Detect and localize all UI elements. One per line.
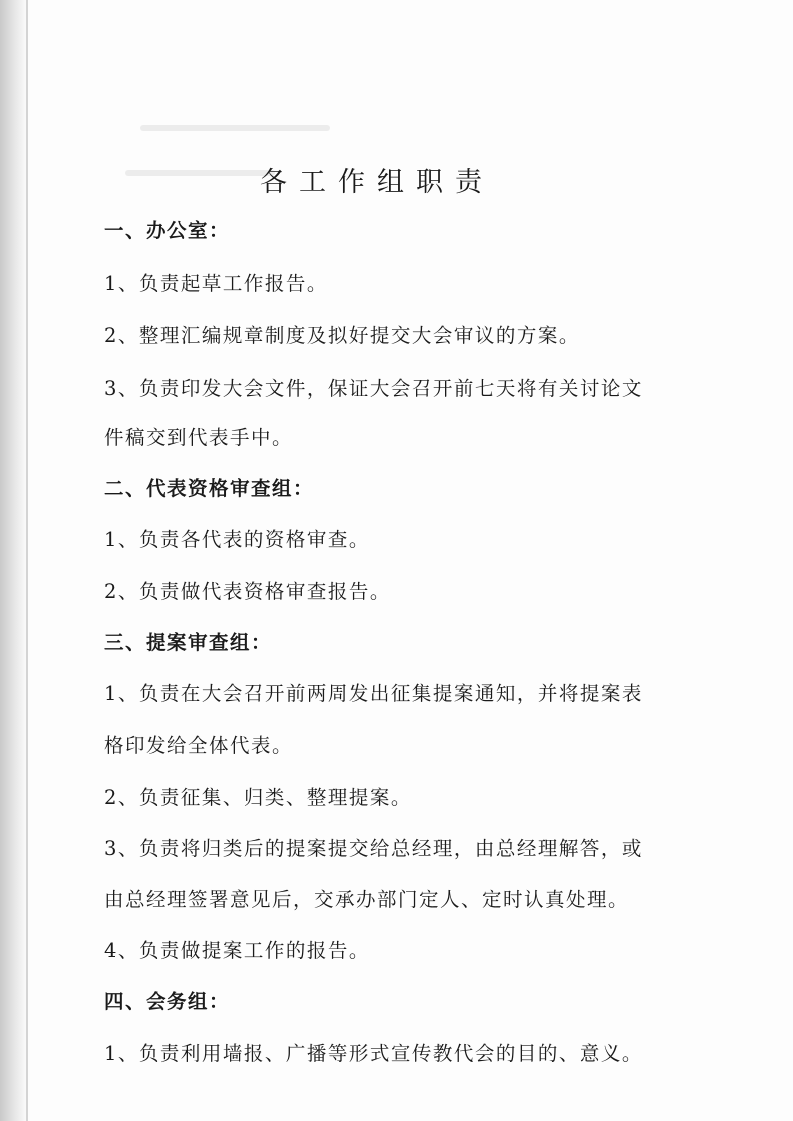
office-item-3-line-2: 件稿交到代表手中。	[104, 426, 294, 449]
proposals-item-3-line-1: 3、负责将归类后的提案提交给总经理，由总经理解答，或	[104, 837, 643, 860]
office-item-1: 1、负责起草工作报告。	[104, 272, 328, 295]
section-heading-conference-affairs: 四、会务组：	[104, 990, 231, 1013]
section-heading-proposals: 三、提案审查组：	[104, 631, 273, 654]
section-heading-credentials: 二、代表资格审查组：	[104, 477, 315, 500]
bleed-through-mark	[125, 170, 275, 176]
proposals-item-1-line-1: 1、负责在大会召开前两周发出征集提案通知，并将提案表	[104, 682, 643, 705]
credentials-item-1: 1、负责各代表的资格审查。	[104, 528, 370, 551]
binding-edge-shadow	[0, 0, 26, 1121]
page-title: 各工作组职责	[260, 167, 494, 198]
proposals-item-1-line-2: 格印发给全体代表。	[104, 734, 294, 757]
conference-affairs-item-1: 1、负责利用墙报、广播等形式宣传教代会的目的、意义。	[104, 1042, 643, 1065]
office-item-3-line-1: 3、负责印发大会文件，保证大会召开前七天将有关讨论文	[104, 377, 643, 400]
proposals-item-3-line-2: 由总经理签署意见后，交承办部门定人、定时认真处理。	[104, 888, 630, 911]
proposals-item-4: 4、负责做提案工作的报告。	[104, 939, 370, 962]
section-heading-office: 一、办公室：	[104, 219, 231, 242]
bleed-through-mark	[140, 125, 330, 131]
proposals-item-2: 2、负责征集、归类、整理提案。	[104, 786, 412, 809]
office-item-2: 2、整理汇编规章制度及拟好提交大会审议的方案。	[104, 324, 580, 347]
binding-edge-line	[26, 0, 28, 1121]
credentials-item-2: 2、负责做代表资格审查报告。	[104, 580, 391, 603]
